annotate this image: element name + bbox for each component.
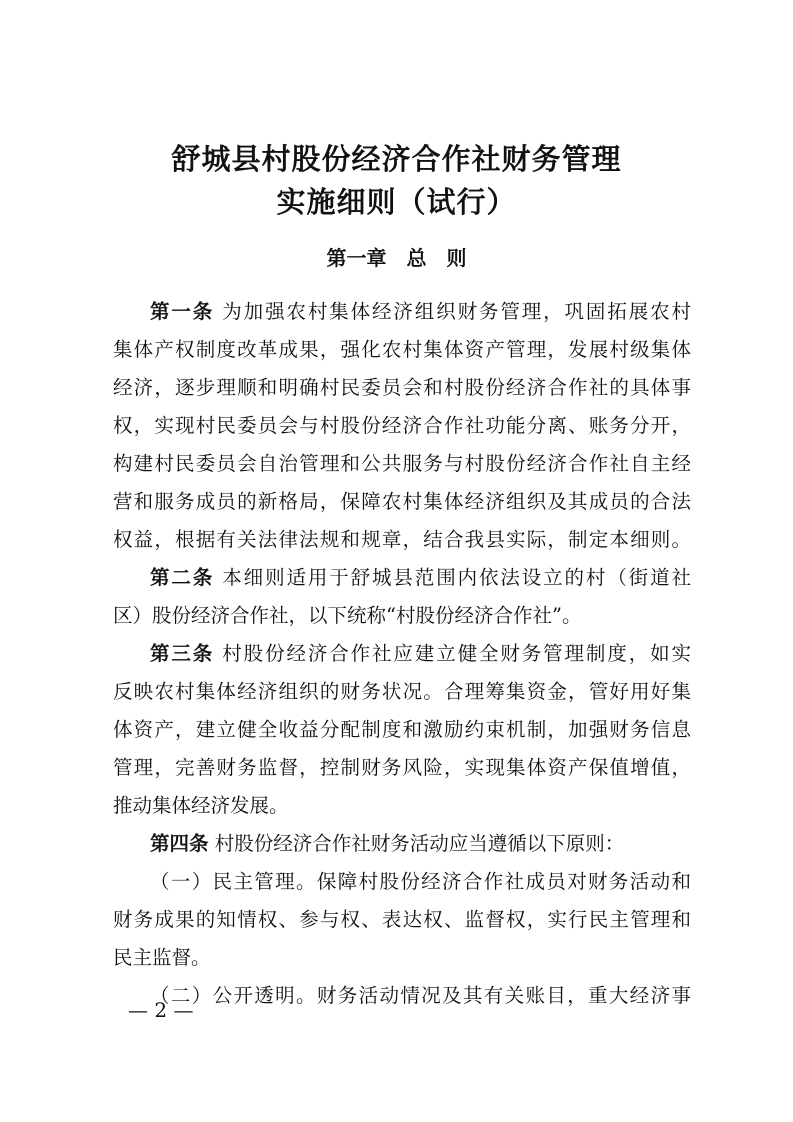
article-3-line: 管理，完善财务监督，控制财务风险，实现集体资产保值增值， bbox=[113, 756, 691, 779]
article-1-line: 集体产权制度改革成果，强化农村集体资产管理，发展村级集体 bbox=[113, 338, 691, 361]
article-1-line: 权益，根据有关法律法规和规章，结合我县实际，制定本细则。 bbox=[113, 528, 691, 551]
chapter-heading: 第一章 总 则 bbox=[326, 246, 467, 270]
article-1-line: 经济，逐步理顺和明确村民委员会和村股份经济合作社的具体事 bbox=[113, 376, 691, 399]
article-1-line: 构建村民委员会自治管理和公共服务与村股份经济合作社自主经 bbox=[113, 452, 691, 475]
article-4-line: 第四条 村股份经济合作社财务活动应当遵循以下原则： bbox=[150, 832, 625, 855]
article-3-line: 第三条 村股份经济合作社应建立健全财务管理制度，如实 bbox=[150, 642, 691, 665]
article-3-line: 体资产，建立健全收益分配制度和激励约束机制，加强财务信息 bbox=[113, 718, 691, 741]
article-label: 第三条 bbox=[150, 642, 215, 665]
document-title-line2: 实施细则（试行） bbox=[276, 185, 517, 219]
clause-1-line: 财务成果的知情权、参与权、表达权、监督权，实行民主管理和 bbox=[113, 908, 691, 931]
article-1-line: 权，实现村民委员会与村股份经济合作社功能分离、账务分开， bbox=[113, 414, 691, 437]
clause-2-line: （二）公开透明。财务活动情况及其有关账目，重大经济事 bbox=[150, 984, 691, 1007]
article-3-line: 推动集体经济发展。 bbox=[113, 794, 289, 817]
article-2-line: 区）股份经济合作社，以下统称“村股份经济合作社”。 bbox=[113, 604, 582, 627]
clause-1-line: 民主监督。 bbox=[113, 946, 211, 969]
article-label: 第四条 bbox=[150, 832, 209, 855]
document-title-line1: 舒城县村股份经济合作社财务管理 bbox=[171, 142, 622, 176]
clause-1-line: （一）民主管理。保障村股份经济合作社成员对财务活动和 bbox=[150, 870, 691, 893]
page-number: — 2 — bbox=[128, 998, 194, 1022]
article-3-line: 反映农村集体经济组织的财务状况。合理筹集资金，管好用好集 bbox=[113, 680, 691, 703]
article-label: 第一条 bbox=[150, 300, 215, 323]
article-1-line: 营和服务成员的新格局，保障农村集体经济组织及其成员的合法 bbox=[113, 490, 691, 513]
article-2-line: 第二条 本细则适用于舒城县范围内依法设立的村（街道社 bbox=[150, 566, 691, 589]
article-label: 第二条 bbox=[150, 566, 215, 589]
article-1-line: 第一条 为加强农村集体经济组织财务管理，巩固拓展农村 bbox=[150, 300, 691, 323]
